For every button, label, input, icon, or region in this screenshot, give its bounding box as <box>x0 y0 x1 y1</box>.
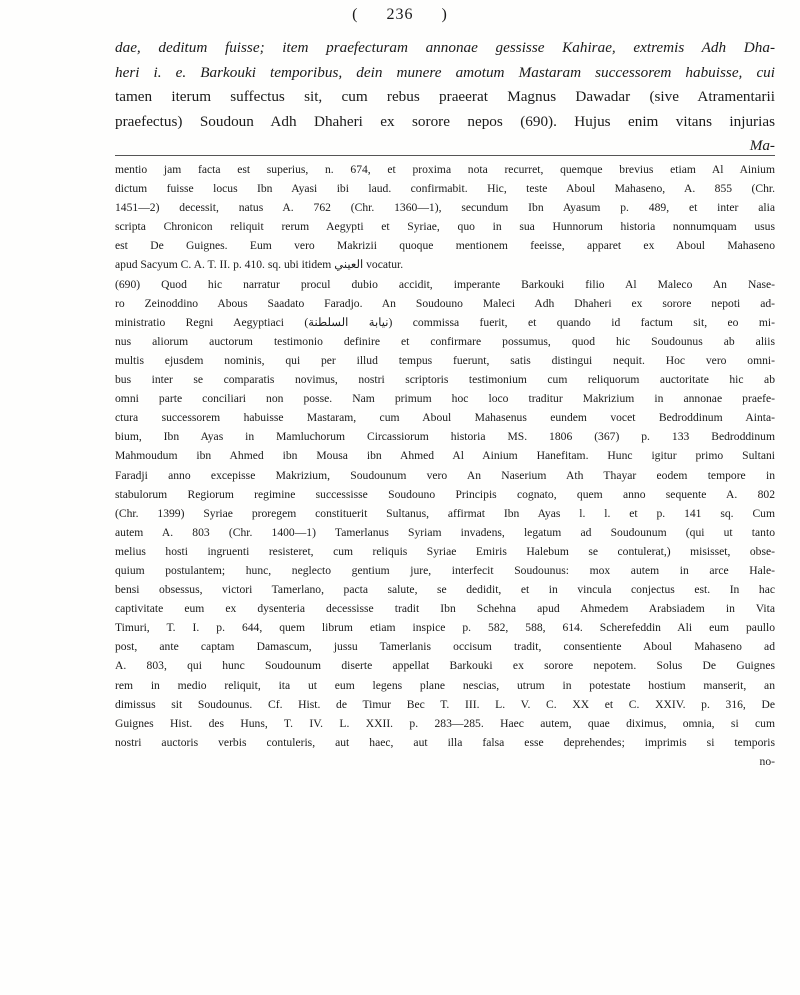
footnote-line: captivitate eum ex dysenteria decessisse tradit Ibn Schehna apud Ahmedem Arabsiadem in Vita <box>115 602 775 616</box>
catchword: Ma- <box>749 137 775 154</box>
footnote-line: (690) Quod hic narratur procul dubio accidit, imperante Barkouki filio Al Maleco An Nase- <box>115 277 775 291</box>
main-text-line: tamen iterum suffectus sit, cum rebus praeerat Magnus Dawadar (sive Atramentarii <box>115 88 775 105</box>
footnote-line: Timuri, T. I. p. 644, quem librum etiam inspice p. 582, 588, 614. Scherefeddin Ali eum paullo <box>115 621 775 635</box>
footnote-line: bensi obsessus, victori Tamerlano, pacta salute, se dedidit, et in vincula conjectus est. In hac <box>115 583 775 597</box>
footnote-line: est De Guignes. Eum vero Makrizii quoque mentionem feeisse, apparet ex Aboul Mahaseno <box>115 239 775 253</box>
main-text-block <box>115 36 775 159</box>
footnote-line: scripta Chronicon reliquit rerum Aegypti et Syriae, quo in sua Hunnorum historia nonnumquam usus <box>115 220 775 234</box>
footnote-line: rem in medio reliquit, ita ut eum legens plane nescias, utrum in potestate hostium manserit, an <box>115 678 775 692</box>
footnote-line: apud Sacyum C. A. T. II. p. 410. sq. ubi itidem العيني vocatur. <box>115 258 404 272</box>
footnote-line: bus inter se comparatis novimus, nostri scriptoris testimonium cum reliquorum auctoritate hic ab <box>115 373 775 387</box>
main-text-line: praefectus) Soudoun Adh Dhaheri ex sorore nepos (690). Hujus enim vitans injurias <box>115 112 775 130</box>
footnote-line: dimissus sit Soudounus. Cf. Hist. de Timur Bec T. III. L. V. C. XX et C. XXIV. p. 316, De <box>115 697 775 711</box>
footnote-line: quium postulantem; hunc, neglecto gentium jure, interfecit Soudounus: mox autem in arce Hale- <box>115 563 775 577</box>
footnote-separator-rule <box>115 155 775 156</box>
footnote-line: melius hosti ingruenti resisteret, cum reliquis Syriae Emiris Halebum se contulerat,) misisset, obse- <box>115 544 775 558</box>
footnote-line: 1451—2) decessit, natus A. 762 (Chr. 1360—1), secundum Ibn Ayasum p. 489, et inter alia <box>115 201 775 215</box>
footnote-line: multis ejusdem nominis, qui per illud tempus fuerunt, satis distingui nequit. Hoc vero omni- <box>115 353 775 367</box>
footnote-line: ctura successorem habuisse Mastaram, cum Aboul Mahasenus eundem vocet Bedroddinum Ainta- <box>115 411 775 425</box>
footnote-line: bium, Ibn Ayas in Mamluchorum Circassiorum historia MS. 1806 (367) p. 133 Bedroddinum <box>115 430 775 444</box>
footnote-line: ministratio Regni Aegyptiaci (نيابة السلطنة) commissa fuerit, et quando id factum sit, eo mi- <box>115 315 775 329</box>
footnote-line: mentio jam facta est superius, n. 674, et proxima nota recurret, quemque brevius etiam Al Ainium <box>115 163 775 176</box>
main-text-line: dae, deditum fuisse; item praefecturam annonae gessisse Kahirae, extremis Adh Dha- <box>115 39 775 56</box>
footnote-line: omni parte conciliari non posse. Nam primum hoc loco traditur Makrizium in annonae praefe- <box>115 392 775 406</box>
footnote-line: nus aliorum auctorum testimonio definire et confirmare possumus, quod hic Soudounus ab aliis <box>115 334 775 348</box>
page-number: ( 236 ) <box>352 6 448 23</box>
footnote-catchword: no- <box>759 754 775 768</box>
footnote-line: Guignes Hist. des Huns, T. IV. L. XXII. p. 283—285. Haec autem, quae diximus, omnia, si cum <box>115 716 775 730</box>
page-number-value: 236 <box>386 6 414 23</box>
footnote-block <box>115 160 775 771</box>
footnote-line: dictum fuisse locus Ibn Ayasi ibi laud. confirmabit. Hic, teste Aboul Mahaseno, A. 855 (Chr. <box>115 182 775 196</box>
main-text-line: heri i. e. Barkouki temporibus, dein munere amotum Mastaram successorem habuisse, cui <box>115 63 775 81</box>
footnote-line: stabulorum Regiorum regimine successisse Soudouno Principis cognato, quem anno sequente A. 802 <box>115 487 775 501</box>
footnote-line: nostri auctoris verbis contuleris, aut haec, aut illa falsa esse deprehendes; imprimis si temporis <box>115 735 775 749</box>
footnote-line: (Chr. 1399) Syriae proregem constituerit Sultanus, affirmat Ibn Ayas l. l. et p. 141 sq. Cum <box>115 506 775 520</box>
footnote-line: autem A. 803 (Chr. 1400—1) Tamerlanus Syriam invadens, legatum ad Soudounum (qui ut tanto <box>115 525 775 539</box>
footnote-line: post, ante captam Damascum, jussu Tamerlanis occisum tradit, consentiente Aboul Mahaseno ad <box>115 640 775 654</box>
footnote-line: Faradji anno excepisse Makrizium, Soudounum vero An Naserium Ath Thayar eodem tempore in <box>115 468 775 482</box>
footnote-line: Mahmoudum ibn Ahmed ibn Mousa ibn Ahmed Al Ainium Hanefitam. Hunc igitur primo Sultani <box>115 449 775 463</box>
footnote-line: ro Zeinoddino Abous Saadato Faradjo. An Soudouno Maleci Adh Dhaheri ex sorore nepoti ad- <box>115 296 775 310</box>
footnote-line: A. 803, qui hunc Soudounum diserte appellat Barkouki ex sorore nepotem. Solus De Guignes <box>115 659 775 673</box>
